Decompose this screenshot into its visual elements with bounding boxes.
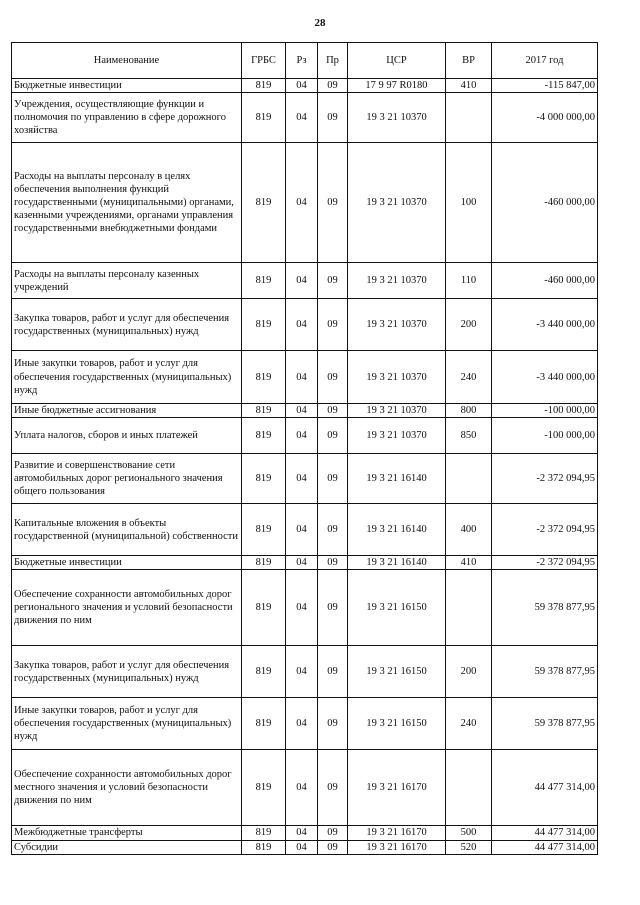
row-csr: 19 3 21 16170 (348, 826, 446, 840)
table-row (12, 826, 598, 840)
row-csr: 19 3 21 16140 (348, 504, 446, 556)
header-rz: Рз (286, 43, 318, 79)
row-rz: 04 (286, 351, 318, 404)
row-pr: 09 (318, 826, 348, 840)
row-amount: 59 378 877,95 (492, 646, 598, 698)
table-row (12, 418, 598, 454)
row-rz: 04 (286, 570, 318, 646)
row-amount: -460 000,00 (492, 263, 598, 299)
table-row (12, 79, 598, 93)
header-year: 2017 год (492, 43, 598, 79)
table-row (12, 454, 598, 504)
row-amount: 44 477 314,00 (492, 750, 598, 826)
row-pr: 09 (318, 646, 348, 698)
table-row (12, 570, 598, 646)
row-amount: -100 000,00 (492, 404, 598, 418)
row-pr: 09 (318, 698, 348, 750)
row-name: Расходы на выплаты персоналу в целях обеспечения выполнения функций государственными (муниципальными) органами, казенными учреждениями, органами управления государственными внебюджетными фондами (12, 143, 242, 263)
row-pr: 09 (318, 143, 348, 263)
row-pr: 09 (318, 504, 348, 556)
header-grbs: ГРБС (242, 43, 286, 79)
row-grbs: 819 (242, 263, 286, 299)
row-pr: 09 (318, 404, 348, 418)
header-pr: Пр (318, 43, 348, 79)
row-pr: 09 (318, 351, 348, 404)
row-grbs: 819 (242, 698, 286, 750)
table-row (12, 93, 598, 143)
row-name: Межбюджетные трансферты (12, 826, 242, 840)
row-name: Закупка товаров, работ и услуг для обеспечения государственных (муниципальных) нужд (12, 646, 242, 698)
row-amount: 44 477 314,00 (492, 840, 598, 854)
row-vr: 240 (446, 698, 492, 750)
row-rz: 04 (286, 404, 318, 418)
row-csr: 19 3 21 16140 (348, 556, 446, 570)
row-csr: 19 3 21 10370 (348, 143, 446, 263)
row-amount: 44 477 314,00 (492, 826, 598, 840)
row-amount: -100 000,00 (492, 418, 598, 454)
table-row (12, 698, 598, 750)
table-header-row (12, 43, 598, 79)
row-csr: 19 3 21 10370 (348, 404, 446, 418)
row-amount: 59 378 877,95 (492, 570, 598, 646)
row-vr: 240 (446, 351, 492, 404)
row-grbs: 819 (242, 750, 286, 826)
row-vr: 200 (446, 646, 492, 698)
row-name: Субсидии (12, 840, 242, 854)
row-vr: 200 (446, 299, 492, 351)
row-amount: -2 372 094,95 (492, 454, 598, 504)
row-name: Уплата налогов, сборов и иных платежей (12, 418, 242, 454)
row-amount: -4 000 000,00 (492, 93, 598, 143)
row-grbs: 819 (242, 143, 286, 263)
row-pr: 09 (318, 93, 348, 143)
table-row (12, 840, 598, 854)
table-row (12, 263, 598, 299)
row-name: Обеспечение сохранности автомобильных дорог местного значения и условий безопасности движения по ним (12, 750, 242, 826)
row-rz: 04 (286, 750, 318, 826)
row-rz: 04 (286, 263, 318, 299)
row-grbs: 819 (242, 570, 286, 646)
row-vr: 100 (446, 143, 492, 263)
row-vr (446, 570, 492, 646)
row-csr: 19 3 21 10370 (348, 299, 446, 351)
page-number: 28 (314, 17, 326, 29)
row-rz: 04 (286, 646, 318, 698)
row-vr: 400 (446, 504, 492, 556)
row-grbs: 819 (242, 79, 286, 93)
row-csr: 19 3 21 10370 (348, 418, 446, 454)
row-name: Учреждения, осуществляющие функции и полномочия по управлению в сфере дорожного хозяйства (12, 93, 242, 143)
row-name: Иные закупки товаров, работ и услуг для обеспечения государственных (муниципальных) нужд (12, 698, 242, 750)
row-amount: 59 378 877,95 (492, 698, 598, 750)
row-pr: 09 (318, 299, 348, 351)
row-vr (446, 93, 492, 143)
row-pr: 09 (318, 556, 348, 570)
row-grbs: 819 (242, 93, 286, 143)
row-vr: 110 (446, 263, 492, 299)
row-csr: 19 3 21 16150 (348, 570, 446, 646)
row-pr: 09 (318, 263, 348, 299)
row-name: Бюджетные инвестиции (12, 79, 242, 93)
row-vr: 410 (446, 556, 492, 570)
row-pr: 09 (318, 840, 348, 854)
row-csr: 19 3 21 16170 (348, 750, 446, 826)
row-pr: 09 (318, 79, 348, 93)
row-csr: 19 3 21 16150 (348, 646, 446, 698)
row-amount: -3 440 000,00 (492, 299, 598, 351)
row-vr: 800 (446, 404, 492, 418)
row-grbs: 819 (242, 556, 286, 570)
table-row (12, 750, 598, 826)
row-grbs: 819 (242, 504, 286, 556)
row-csr: 19 3 21 10370 (348, 351, 446, 404)
row-vr: 850 (446, 418, 492, 454)
row-rz: 04 (286, 79, 318, 93)
row-pr: 09 (318, 570, 348, 646)
row-rz: 04 (286, 299, 318, 351)
row-amount: -460 000,00 (492, 143, 598, 263)
row-name: Иные бюджетные ассигнования (12, 404, 242, 418)
row-vr (446, 454, 492, 504)
row-name: Закупка товаров, работ и услуг для обеспечения государственных (муниципальных) нужд (12, 299, 242, 351)
table-row (12, 351, 598, 404)
row-amount: -115 847,00 (492, 79, 598, 93)
row-grbs: 819 (242, 404, 286, 418)
row-vr: 500 (446, 826, 492, 840)
table-row (12, 299, 598, 351)
row-csr: 19 3 21 16140 (348, 454, 446, 504)
row-csr: 19 3 21 10370 (348, 263, 446, 299)
row-amount: -2 372 094,95 (492, 504, 598, 556)
row-grbs: 819 (242, 418, 286, 454)
table-row (12, 646, 598, 698)
row-rz: 04 (286, 143, 318, 263)
table-row (12, 404, 598, 418)
table-row (12, 143, 598, 263)
row-grbs: 819 (242, 840, 286, 854)
row-pr: 09 (318, 418, 348, 454)
table-row (12, 504, 598, 556)
row-csr: 17 9 97 R0180 (348, 79, 446, 93)
row-rz: 04 (286, 504, 318, 556)
table-row (12, 556, 598, 570)
row-grbs: 819 (242, 351, 286, 404)
row-vr: 520 (446, 840, 492, 854)
row-rz: 04 (286, 93, 318, 143)
row-grbs: 819 (242, 299, 286, 351)
row-grbs: 819 (242, 454, 286, 504)
row-name: Иные закупки товаров, работ и услуг для обеспечения государственных (муниципальных) нужд (12, 351, 242, 404)
row-grbs: 819 (242, 826, 286, 840)
header-csr: ЦСР (348, 43, 446, 79)
header-name: Наименование (12, 43, 242, 79)
row-grbs: 819 (242, 646, 286, 698)
row-amount: -2 372 094,95 (492, 556, 598, 570)
row-rz: 04 (286, 556, 318, 570)
row-csr: 19 3 21 10370 (348, 93, 446, 143)
row-rz: 04 (286, 698, 318, 750)
row-name: Бюджетные инвестиции (12, 556, 242, 570)
row-name: Развитие и совершенствование сети автомобильных дорог регионального значения общего пользования (12, 454, 242, 504)
row-pr: 09 (318, 750, 348, 826)
header-vr: ВР (446, 43, 492, 79)
row-name: Капитальные вложения в объекты государственной (муниципальной) собственности (12, 504, 242, 556)
row-rz: 04 (286, 418, 318, 454)
row-rz: 04 (286, 826, 318, 840)
row-name: Обеспечение сохранности автомобильных дорог регионального значения и условий безопасности движения по ним (12, 570, 242, 646)
row-csr: 19 3 21 16150 (348, 698, 446, 750)
row-vr: 410 (446, 79, 492, 93)
row-vr (446, 750, 492, 826)
row-pr: 09 (318, 454, 348, 504)
row-csr: 19 3 21 16170 (348, 840, 446, 854)
row-rz: 04 (286, 840, 318, 854)
budget-table (11, 42, 598, 855)
row-rz: 04 (286, 454, 318, 504)
row-amount: -3 440 000,00 (492, 351, 598, 404)
row-name: Расходы на выплаты персоналу казенных учреждений (12, 263, 242, 299)
